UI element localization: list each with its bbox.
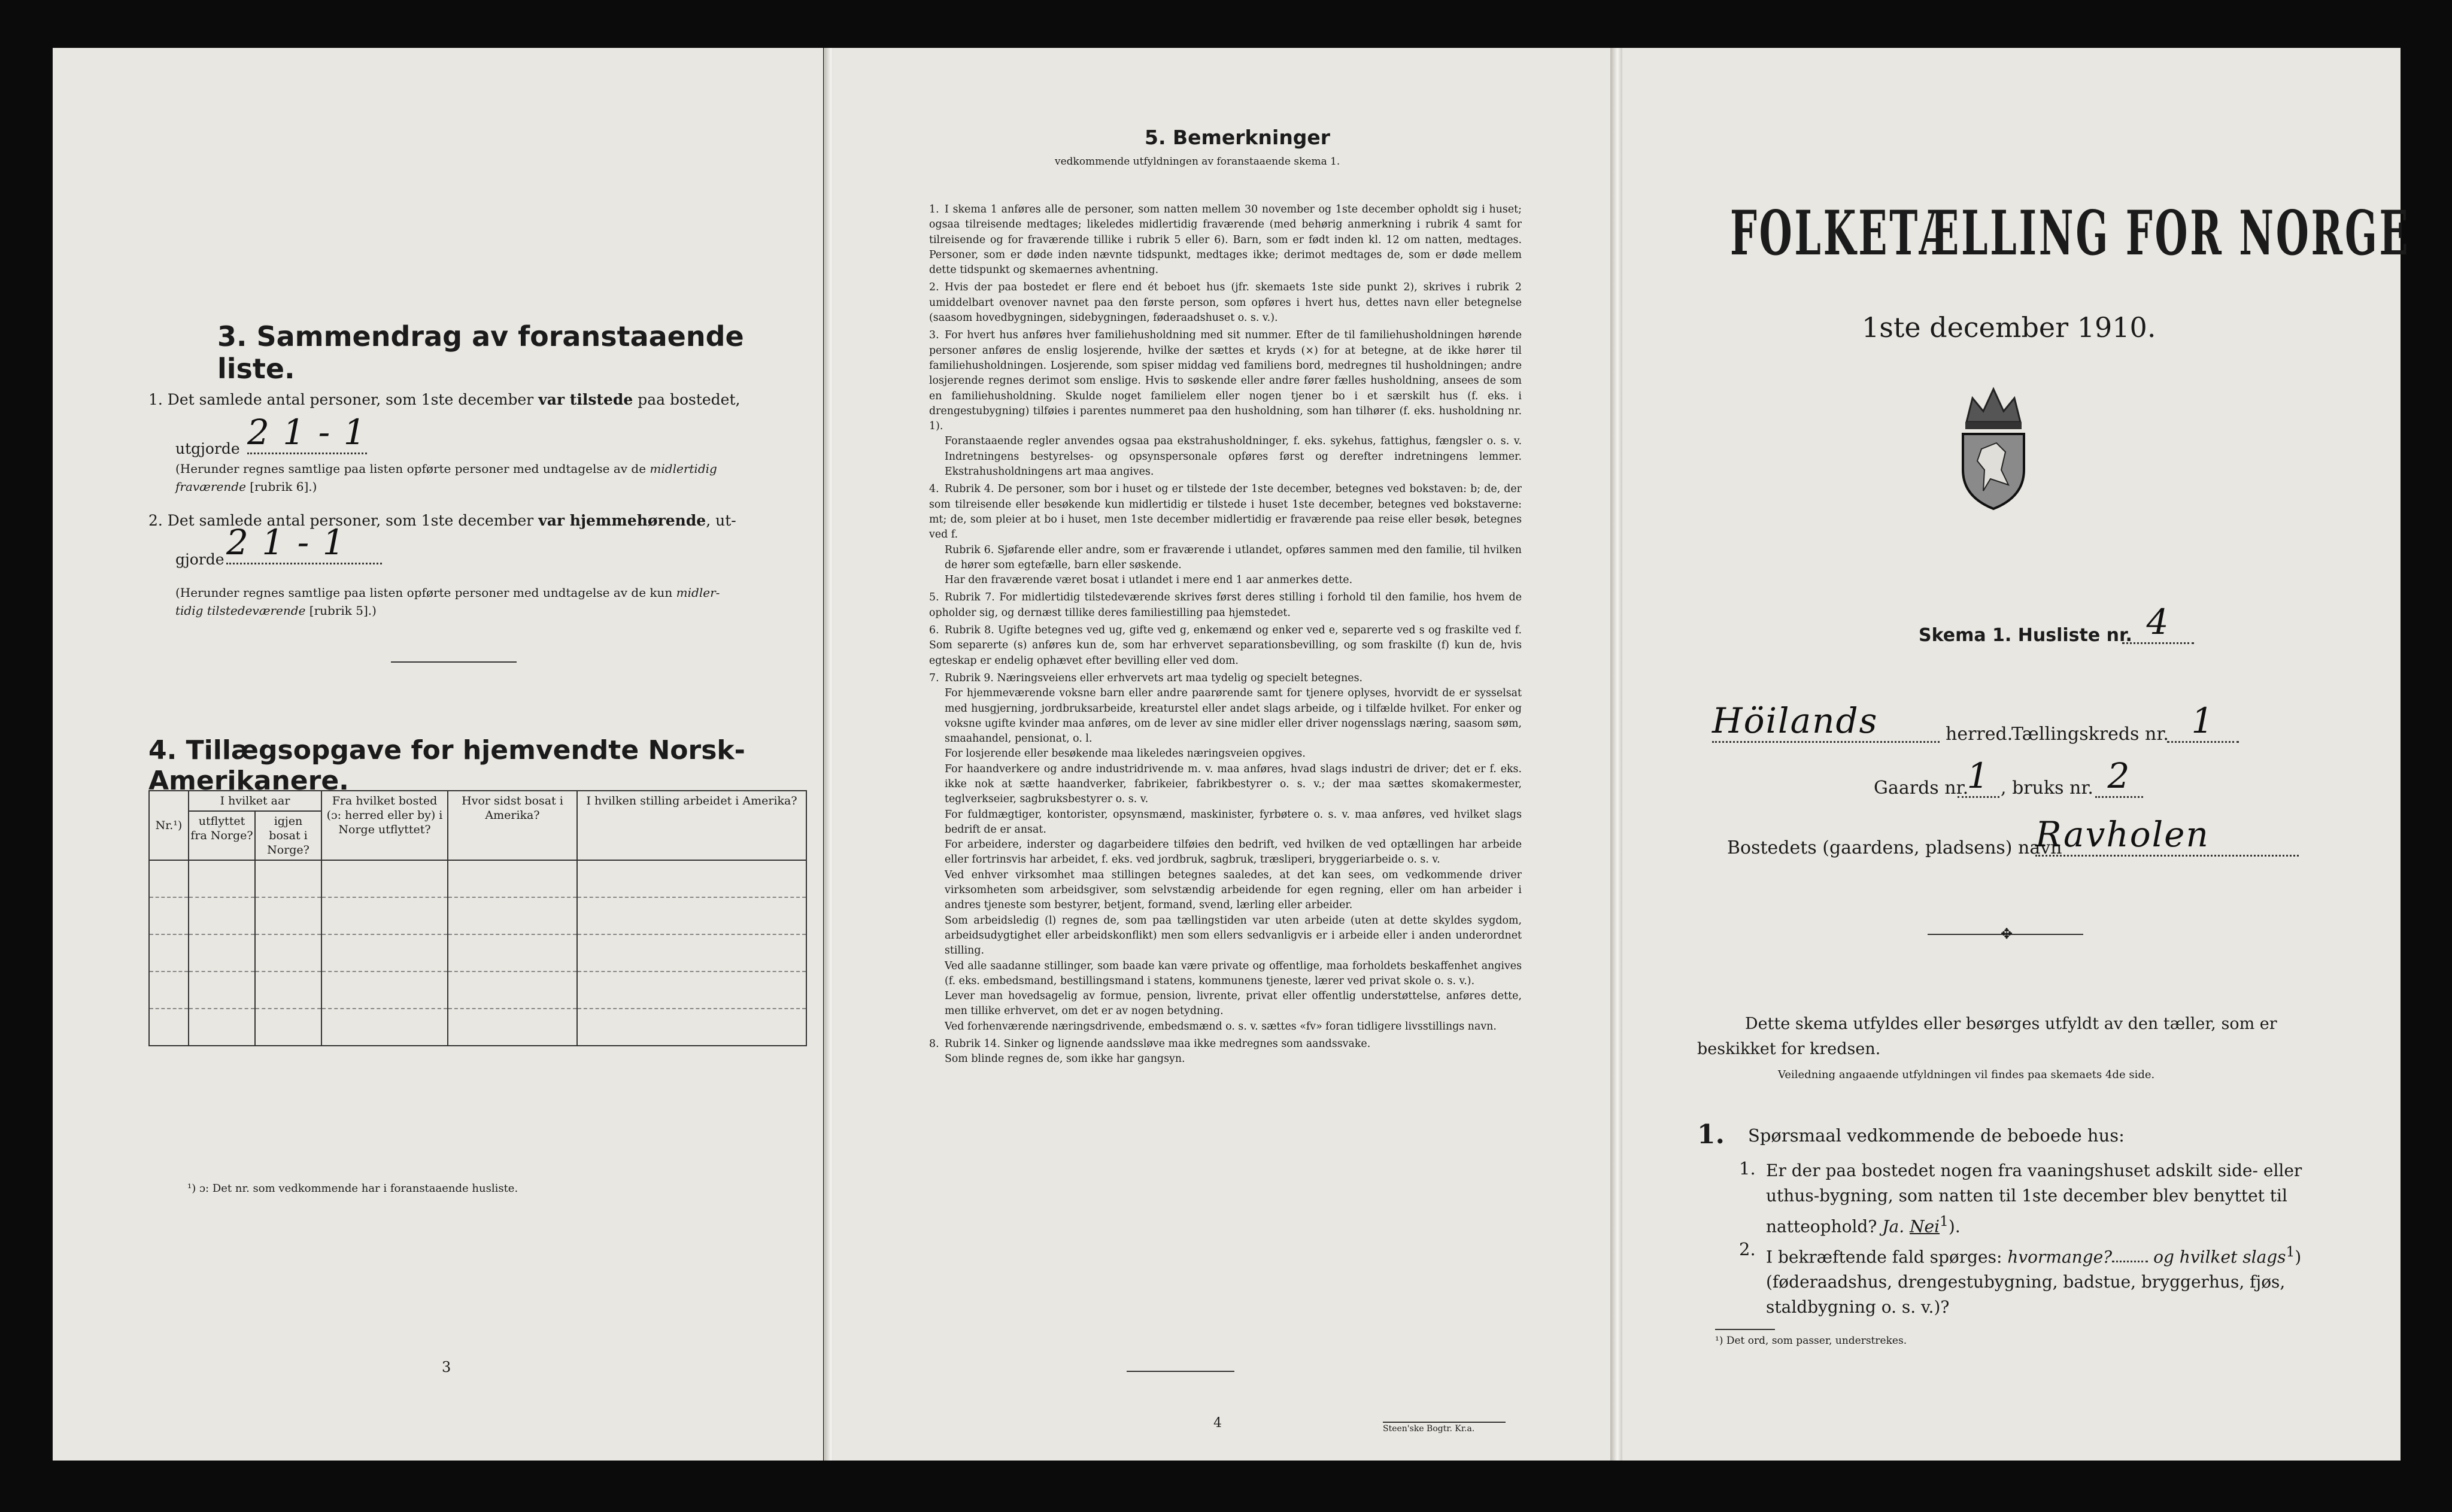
ornament-icon: ✥ — [2001, 925, 2013, 942]
table-row — [149, 860, 806, 897]
remark-7h: Som arbeidsledig (l) regnes de, som paa tællingstiden var uten arbeide (uten at dette skyldes sygdom, arbeidsudygtighet eller arbeidskonflikt) men som ellers sedvanligvis er i arbeide eller i anden underordnet stilling. — [945, 914, 1522, 957]
census-title: FOLKETÆLLING FOR NORGE — [1730, 198, 2411, 269]
remark-7b: For hjemmeværende voksne barn eller andre paarørende samt for tjenere oplyses, hvorvidt de er sysselsat med husgjerning, jordbruksarbeide, kreaturstel eller andet slags arbeide, og i tilfælde hvilket. For enker og voksne ugifte kvinder maa anføres, om de lever av sine midler eller driver nogensslags næring, saasom søm, smaahandel, pensionat, o. l. — [945, 687, 1522, 745]
remark-5: 5. Rubrik 7. For midlertidig tilstedeværende skrives først deres stilling i forhold til den familie, hos hvem de opholder sig, og dernæst tillike deres familiestilling paa hjemstedet. — [929, 591, 1522, 619]
herred-label: herred. — [1946, 724, 2013, 745]
bosted-name: Ravholen — [2035, 814, 2299, 857]
page-right — [1622, 48, 2411, 1461]
remark-7e: For fuldmægtiger, kontorister, opsynsmænd, maskinister, fyrbøtere o. s. v. maa anføres, ved hvilket slags bedrift de er ansat. — [945, 808, 1522, 836]
remark-3b: Foranstaaende regler anvendes ogsaa paa ekstrahusholdninger, f. eks. sykehus, fattighus, fængsler o. s. v. Indretningens bestyrelses- og opsynspersonale opføres først og derefter indretningens lemmer. Ekstrahusholdningens art maa angives. — [945, 435, 1522, 478]
printer-mark: Steen'ske Bogtr. Kr.a. — [1383, 1422, 1506, 1434]
remark-7c: For losjerende eller besøkende maa likeledes næringsveien opgives. — [945, 748, 1306, 760]
table-row — [149, 971, 806, 1009]
remark-3: 3. For hvert hus anføres hver familiehusholdning med sit nummer. Efter de til familiehusholdningen hørende personer anføres de enslig losjerende, hvilke der sættes et kryds (×) for at betegne, at de ikke hører til familiehusholdningen. Losjerende, som spiser middag ved familiens bord, medregnes til husholdningen; andre losjerende regnes derimot som enslige. Hvis to søskende eller andre fører fælles husholdning, ansees de som en familiehusholdning. Skulde noget familielem eller nogen tjener bo i et særskilt hus (f. eks. i drengestubygning) tilføies i parentes nummeret paa den husholdning, som han tilhører (f. eks. husholdning nr. 1). — [929, 329, 1522, 433]
page-number: 3 — [442, 1359, 451, 1376]
page-number: 4 — [1213, 1416, 1222, 1431]
remark-8: 8. Rubrik 14. Sinker og lignende aandssløve maa ikke medregnes som aandssvake. — [929, 1038, 1371, 1050]
gaard-label: Gaards nr. — [1874, 778, 1969, 798]
bruk-label: , bruks nr. — [2001, 778, 2093, 798]
husliste-number: 4 — [2122, 602, 2194, 644]
footnote: ¹) Det ord, som passer, understrekes. — [1715, 1335, 1907, 1347]
summary-item-2: 2. Det samlede antal personer, som 1ste december var hjemmehørende, ut- — [148, 512, 736, 529]
page-middle — [833, 48, 1612, 1461]
bruk-number: 2 — [2095, 755, 2143, 798]
th-from: Fra hvilket bosted (ɔ: herred eller by) i Norge utflyttet? — [321, 791, 448, 860]
remarks-list — [929, 202, 1522, 1067]
remarks-subtitle: vedkommende utfyldningen av foranstaaende skema 1. — [1055, 156, 1340, 168]
remark-4: 4. Rubrik 4. De personer, som bor i huset og er tilstede der 1ste december, betegnes ved bokstaven: b; de, der som tilreisende eller besøkende kun midlertidig er tilstede i huset 1ste december, betegnes ved bokstaverne: mt; de, som pleier at bo i huset, men 1ste december midlertidig er fraværende paa reise eller besøk, betegnes ved f. — [929, 483, 1522, 541]
footnote-rule — [1715, 1329, 1775, 1330]
remark-4c: Har den fraværende været bosat i utlandet i mere end 1 aar anmerkes dette. — [945, 574, 1353, 587]
th-where: Hvor sidst bosat i Amerika? — [448, 791, 577, 860]
th-position: I hvilken stilling arbeidet i Amerika? — [577, 791, 806, 860]
item1-label: utgjorde — [175, 440, 240, 457]
th-emigrated: utflyttet fra Norge? — [189, 811, 255, 860]
th-group: I hvilket aar — [189, 791, 321, 811]
q2-number: 2. — [1739, 1239, 1756, 1259]
table-row — [149, 897, 806, 934]
remark-7i: Ved alle saadanne stillinger, som baade kan være private og offentlige, maa forholdets beskaffenhet angives (f. eks. embedsmand, bestillingsmand i statens, kommunens tjeneste, lærer ved privat skole o. s. v.). — [945, 960, 1522, 987]
remark-6: 6. Rubrik 8. Ugifte betegnes ved ug, gifte ved g, enkemænd og enker ved e, separerte ved s og fraskilte ved f. Som separerte (s) anføres kun de, som har erhvervet separationsbevilling, og som fraskilte (f) kun de, hvis egteskap er endelig ophævet efter bevilling eller ved dom. — [929, 624, 1522, 667]
question-number: 1. — [1697, 1119, 1725, 1150]
q1-number: 1. — [1739, 1158, 1756, 1179]
th-returned: igjen bosat i Norge? — [255, 811, 321, 860]
remark-7f: For arbeidere, inderster og dagarbeidere tilføies den bedrift, ved hvilken de ved optællingen har arbeide eller fortrinsvis har arbeidet, f. eks. ved jordbruk, sagbruk, træsliperi, bryggeriarbeide o. s. v. — [945, 839, 1522, 866]
bosted-label: Bostedets (gaardens, pladsens) navn — [1727, 837, 2062, 858]
remark-7g: Ved enhver virksomhet maa stillingen betegnes saaledes, at det kan sees, om vedkommende driver virksomheten som arbeidsgiver, som selvstændig arbeidende for egen regning, eller om han arbeider i andres tjeneste som bestyrer, betjent, formand, svend, lærling eller arbeider. — [945, 869, 1522, 912]
table-footnote: ¹) ɔ: Det nr. som vedkommende har i foranstaaende husliste. — [187, 1182, 518, 1195]
item2-note: (Herunder regnes samtlige paa listen opførte personer med undtagelse av de kun midler- tidig tilstedeværende [rubrik 5].) — [175, 585, 720, 618]
th-nr: Nr.¹) — [149, 791, 189, 860]
remark-8b: Som blinde regnes de, som ikke har gangsyn. — [945, 1053, 1185, 1065]
remark-4b: Rubrik 6. Sjøfarende eller andre, som er fraværende i utlandet, opføres sammen med den familie, til hvilken de hører som egtefælle, barn eller søskende. — [945, 544, 1522, 571]
remark-7: 7. Rubrik 9. Næringsveiens eller erhvervets art maa tydelig og specielt betegnes. — [929, 672, 1363, 684]
remark-2: 2. Hvis der paa bostedet er flere end ét beboet hus (jfr. skemaets 1ste side punkt 2), skrives i rubrik 2 umiddelbart ovenover navnet paa den første person, som opføres i hvert hus, dettes navn eller betegnelse (saasom hovedbygningen, sidebygningen, føderaadshuset o. s. v.). — [929, 281, 1522, 324]
schema-label: Skema 1. Husliste nr. — [1919, 625, 2132, 646]
census-date: 1ste december 1910. — [1862, 311, 2156, 344]
kreds-label: Tællingskreds nr. — [2011, 724, 2169, 745]
table-row — [149, 934, 806, 971]
item1-value: 2 1 - 1 — [247, 412, 367, 454]
remarks-title: 5. Bemerkninger — [1145, 126, 1331, 149]
intro-small: Veiledning angaaende utfyldningen vil findes paa skemaets 4de side. — [1778, 1068, 2155, 1081]
kreds-number: 1 — [2167, 700, 2239, 743]
herred-name: Höilands — [1712, 700, 1940, 743]
summary-item-1: 1. Det samlede antal personer, som 1ste december var tilstede paa bostedet, — [148, 391, 741, 408]
page-left — [53, 48, 823, 1461]
divider — [1127, 1371, 1234, 1372]
remark-7j: Lever man hovedsagelig av formue, pension, livrente, privat eller offentlig understøttelse, anføres dette, men tillike erhvervet, om det er av nogen betydning. — [945, 990, 1522, 1018]
remark-1: 1. I skema 1 anføres alle de personer, som natten mellem 30 november og 1ste december opholdt sig i huset; ogsaa tilreisende medtages; likeledes midlertidig fraværende (med behørig anmerkning i rubrik 4 samt for tilreisende og for fraværende tillike i rubrik 5 eller 6). Barn, som er født inden kl. 12 om natten, medtages. Personer, som er døde inden nævnte tidspunkt, medtages ikke; derimot medtages de, som er døde mellem dette tidspunkt og skemaernes avhentning. — [929, 204, 1522, 277]
coat-of-arms-icon — [1955, 380, 2032, 512]
norsk-amerikanere-table — [148, 790, 807, 1046]
question-title: Spørsmaal vedkommende de beboede hus: — [1748, 1125, 2125, 1146]
gaard-number: 1 — [1958, 755, 1999, 798]
section3-title: 3. Sammendrag av foranstaaende liste. — [217, 320, 744, 385]
table-row — [149, 1009, 806, 1046]
remark-7k: Ved forhenværende næringsdrivende, embedsmænd o. s. v. sættes «fv» foran tidligere livsstillings navn. — [945, 1020, 1497, 1033]
divider — [391, 661, 517, 663]
intro-text: Dette skema utfyldes eller besørges utfyldt av den tæller, som er beskikket for kredsen. — [1697, 1015, 2277, 1058]
question-2: I bekræftende fald spørges: hvormange? og hvilket slags$^1$) (føderaadshus, drengestubygning, badstue, bryggerhus, fjøs, staldbygning o. s. v.)? — [1766, 1243, 2302, 1317]
item1-note: (Herunder regnes samtlige paa listen opførte personer med undtagelse av de midlertidig fraværende [rubrik 6].) — [175, 462, 717, 494]
item2-label: gjorde — [175, 551, 224, 568]
remark-7d: For haandverkere og andre industridrivende m. v. maa anføres, hvad slags industri de driver; det er f. eks. ikke nok at sætte haandverker, fabrikeier, fabrikbestyrer o. s. v.; der maa sættes skomakermester, teglverkseier, sagbruksbestyrer o. s. v. — [945, 763, 1522, 806]
section4-title: 4. Tillægsopgave for hjemvendte Norsk-Amerikanere. — [148, 735, 745, 796]
item2-value: 2 1 - 1 — [226, 522, 382, 564]
question-1: Er der paa bostedet nogen fra vaaningshuset adskilt side- eller uthus-bygning, som natten til 1ste december blev benyttet til natteophold? Ja. Nei$^1$). — [1766, 1161, 2302, 1237]
